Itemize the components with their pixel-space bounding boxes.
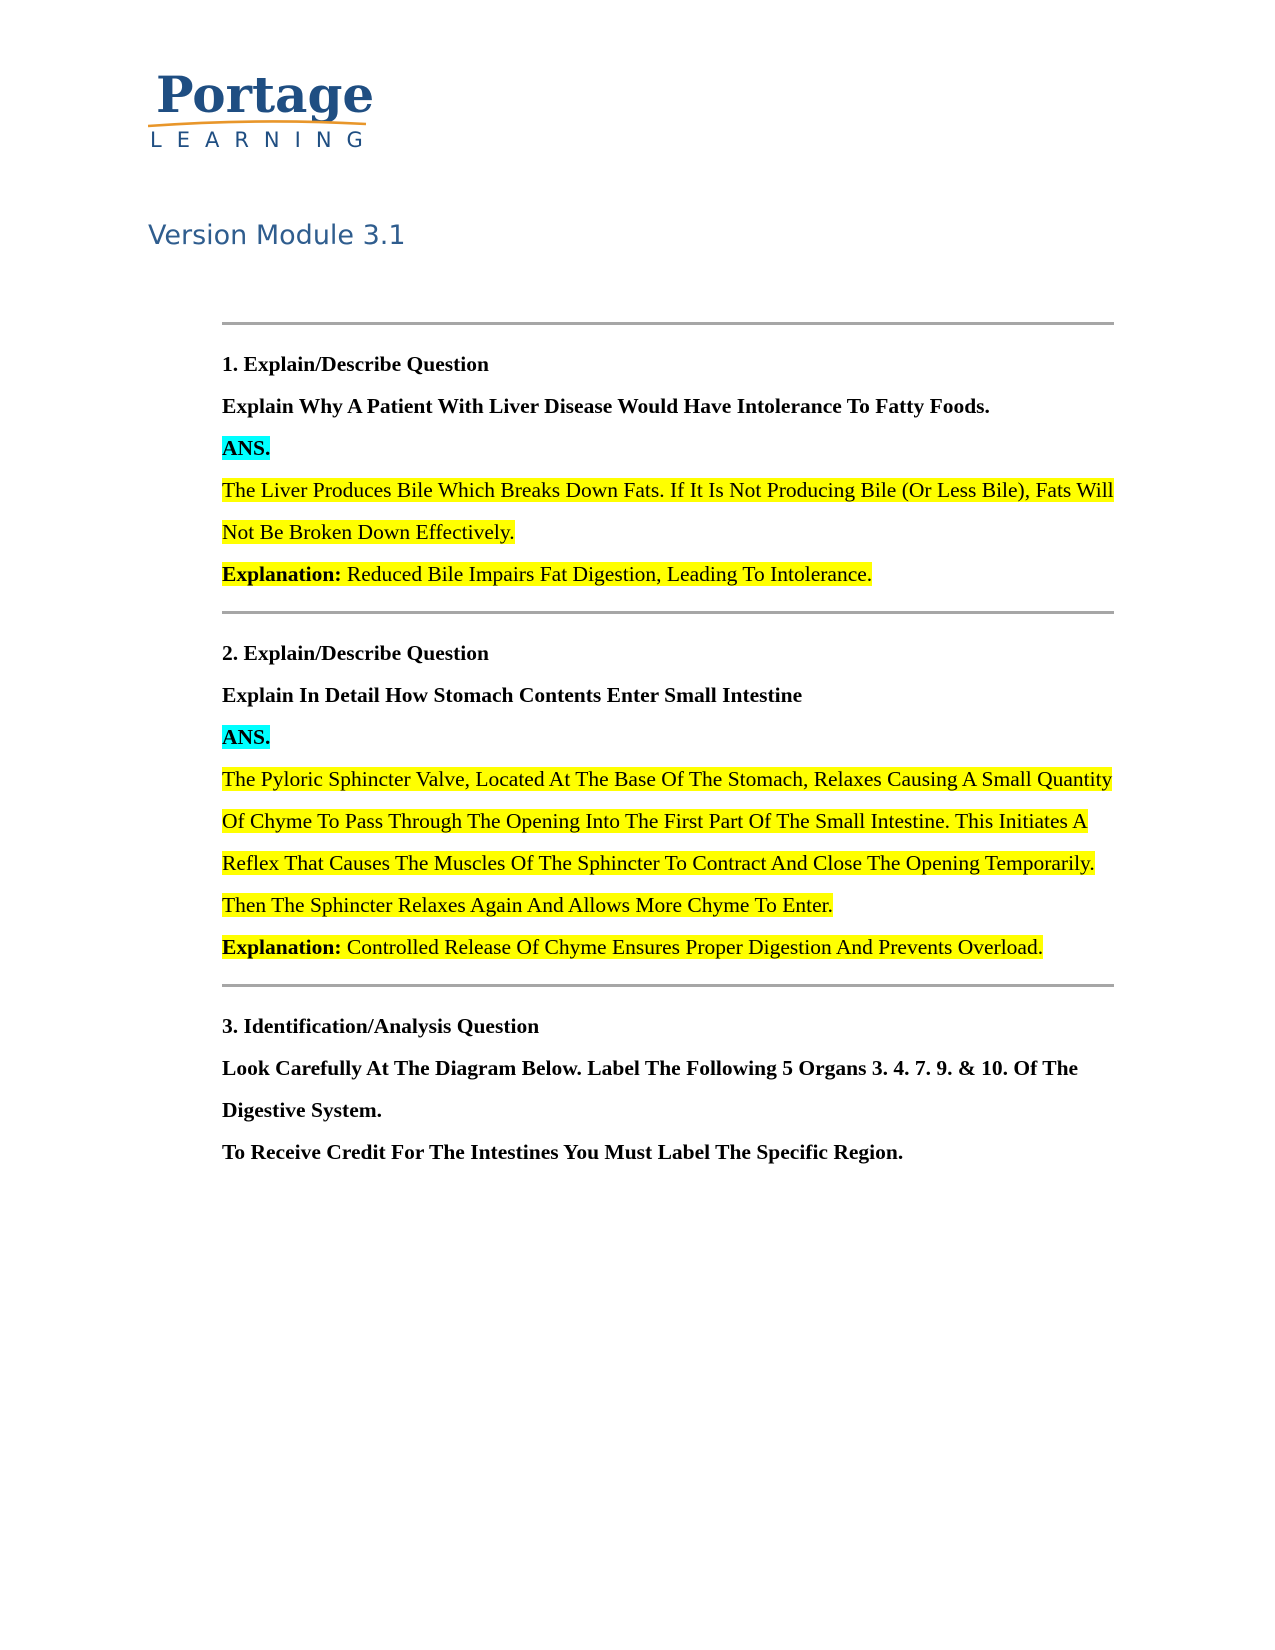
question-list [222,322,1114,1189]
explanation-text: Reduced Bile Impairs Fat Digestion, Leading To Intolerance. [341,562,873,586]
explanation-label: Explanation: [222,562,342,586]
portage-learning-logo [148,64,378,154]
question-prompt: Explain In Detail How Stomach Contents Enter Small Intestine [222,683,803,707]
question-heading: 2. Explain/Describe Question [222,641,489,665]
question-3 [222,987,1114,1189]
question-prompt: Explain Why A Patient With Liver Disease Would Have Intolerance To Fatty Foods. [222,394,990,418]
question-2 [222,614,1114,984]
question-note: To Receive Credit For The Intestines You Must Label The Specific Region. [222,1140,904,1164]
answer-label: ANS. [222,725,271,749]
question-heading: 1. Explain/Describe Question [222,352,489,376]
page-title: Version Module 3.1 [148,220,406,251]
logo-subtitle: LEARNING [150,128,378,152]
answer-text: The Liver Produces Bile Which Breaks Down Fats. If It Is Not Producing Bile (Or Less Bile), Fats Will Not Be Broken Down Effectively. [222,478,1114,544]
question-prompt: Look Carefully At The Diagram Below. Label The Following 5 Organs 3. 4. 7. 9. & 10. Of The Digestive System. [222,1056,1079,1122]
explanation-text: Controlled Release Of Chyme Ensures Proper Digestion And Prevents Overload. [341,935,1044,959]
logo-wordmark: Portage [156,65,375,124]
answer-text: The Pyloric Sphincter Valve, Located At The Base Of The Stomach, Relaxes Causing A Small Quantity Of Chyme To Pass Through The Opening Into The First Part Of The Small Intestine. This Initiates A Reflex That Causes The Muscles Of The Sphincter To Contract And Close The Opening Temporarily. Then The Sphincter Relaxes Again And Allows More Chyme To Enter. [222,767,1113,917]
explanation-label: Explanation: [222,935,342,959]
question-1 [222,325,1114,611]
answer-label: ANS. [222,436,271,460]
question-heading: 3. Identification/Analysis Question [222,1014,540,1038]
